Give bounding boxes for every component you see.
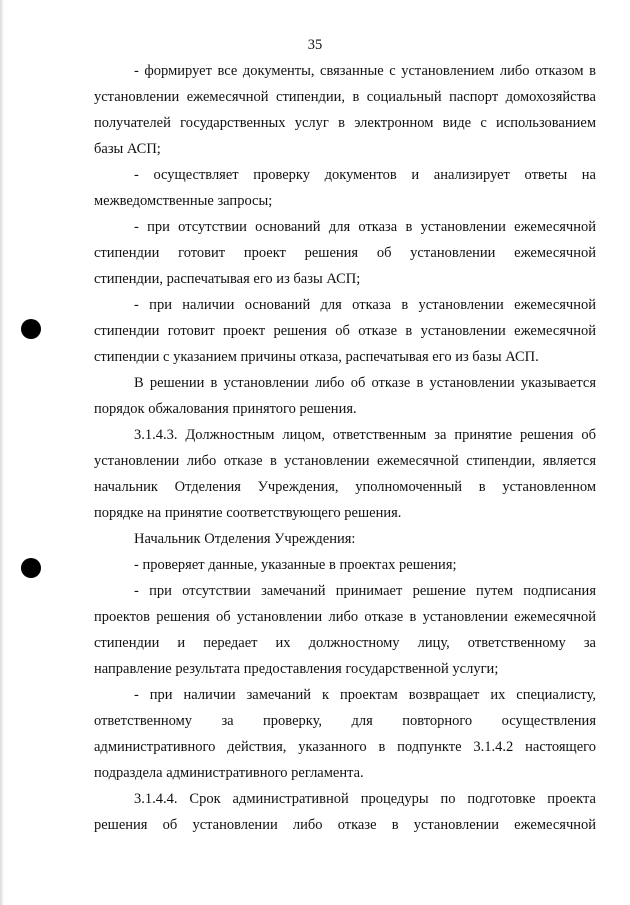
paragraph-line: 3.1.4.3. Должностным лицом, ответственным за принятие решения об (134, 427, 596, 443)
paragraph-line: административного действия, указанного в подпункте 3.1.4.2 настоящего (94, 739, 596, 755)
paragraph-line: - при отсутствии замечаний принимает решение путем подписания (134, 583, 596, 599)
paragraph-line: ответственному за проверку, для повторного осуществления (94, 713, 596, 729)
paragraph-line: проектов решения об установлении либо отказе в установлении ежемесячной (94, 609, 596, 625)
paragraph-line: порядок обжалования принятого решения. (94, 401, 357, 417)
paragraph-line: стипендии готовит проект решения об отказе в установлении ежемесячной (94, 323, 596, 339)
paragraph-line: подраздела административного регламента. (94, 765, 364, 781)
paragraph-line: базы АСП; (94, 141, 161, 157)
paragraph-line: решения об установлении либо отказе в установлении ежемесячной (94, 817, 596, 833)
paragraph-line: порядке на принятие соответствующего решения. (94, 505, 402, 521)
paragraph-line: установлении ежемесячной стипендии, в социальный паспорт домохозяйства (94, 89, 596, 105)
paragraph-line: В решении в установлении либо об отказе в установлении указывается (134, 375, 596, 391)
paragraph-line: - при наличии замечаний к проектам возвращает их специалисту, (134, 687, 596, 703)
paragraph-line: стипендии и передает их должностному лицу, ответственному за (94, 635, 596, 651)
paragraph-line: - при наличии оснований для отказа в установлении ежемесячной (134, 297, 596, 313)
paragraph-line: Начальник Отделения Учреждения: (134, 531, 356, 547)
paragraph-line: установлении либо отказе в установлении ежемесячной стипендии, является (94, 453, 596, 469)
paragraph-line: - при отсутствии оснований для отказа в установлении ежемесячной (134, 219, 596, 235)
paragraph-line: - осуществляет проверку документов и анализирует ответы на (134, 167, 596, 183)
paragraph-line: стипендии готовит проект решения об установлении ежемесячной (94, 245, 596, 261)
paragraph-line: - формирует все документы, связанные с установлением либо отказом в (134, 63, 596, 79)
page-number: 35 (307, 37, 323, 53)
punch-hole (21, 558, 41, 578)
scan-edge (0, 0, 4, 905)
paragraph-line: межведомственные запросы; (94, 193, 273, 209)
paragraph-line: начальник Отделения Учреждения, уполномоченный в установленном (94, 479, 596, 495)
paragraph-line: направление результата предоставления государственной услуги; (94, 661, 499, 677)
paragraph-line: 3.1.4.4. Срок административной процедуры по подготовке проекта (134, 791, 596, 807)
paragraph-line: стипендии с указанием причины отказа, распечатывая его из базы АСП. (94, 349, 539, 365)
paragraph-line: - проверяет данные, указанные в проектах решения; (134, 557, 457, 573)
document-body (94, 58, 596, 838)
paragraph-line: получателей государственных услуг в электронном виде с использованием (94, 115, 596, 131)
punch-hole (21, 319, 41, 339)
paragraph-line: стипендии, распечатывая его из базы АСП; (94, 271, 361, 287)
